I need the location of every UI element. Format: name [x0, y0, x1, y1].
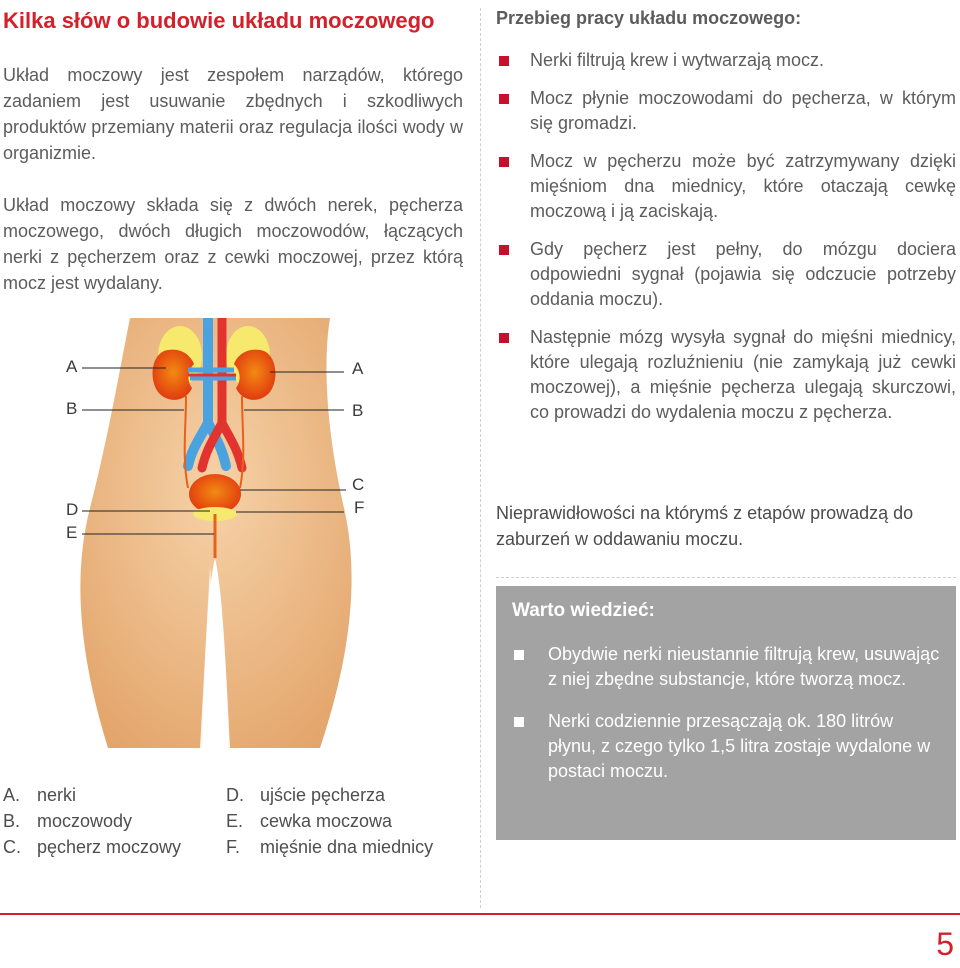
- info-box-item: Nerki codziennie przesączają ok. 180 litrów płynu, z czego tylko 1,5 litra zostaje wydalone w postaci moczu.: [512, 709, 942, 784]
- process-list: [496, 48, 956, 438]
- list-item: Mocz płynie moczowodami do pęcherza, w którym się gromadzi.: [496, 86, 956, 136]
- diagram-label-d-left: D: [66, 500, 79, 519]
- kidney-left: [153, 350, 194, 400]
- legend-left: [3, 782, 181, 860]
- diagram-label-b-right: B: [352, 401, 364, 420]
- legend-item: E. cewka moczowa: [226, 811, 393, 831]
- bullet-square-icon: [499, 333, 509, 343]
- legend-item: B. moczowody: [3, 811, 133, 831]
- legend-item: C. pęcherz moczowy: [3, 837, 182, 857]
- legend-item: D. ujście pęcherza: [226, 785, 386, 805]
- structure-paragraph: Układ moczowy składa się z dwóch nerek, pęcherza moczowego, dwóch długich moczowodów, łączących nerki z pęcherzem oraz z cewki moczowej, przez którą mocz jest wydalany.: [3, 195, 463, 293]
- bullet-square-icon: [499, 157, 509, 167]
- info-box-title: Warto wiedzieć:: [512, 600, 655, 621]
- diagram-label-f-right: F: [354, 498, 365, 517]
- intro-paragraph: Układ moczowy jest zespołem narządów, którego zadaniem jest usuwanie zbędnych i szkodliwych produktów przemiany materii oraz regulacja ilości wody w organizmie.: [3, 65, 463, 163]
- column-divider: [480, 8, 481, 908]
- bullet-square-icon: [499, 94, 509, 104]
- diagram-label-c-right: C: [352, 475, 365, 494]
- bullet-square-icon: [499, 245, 509, 255]
- urinary-system-illustration: [60, 318, 460, 748]
- page-title: Kilka słów o budowie układu moczowego: [3, 8, 435, 33]
- info-box: [496, 586, 956, 840]
- footer-rule: [0, 913, 960, 915]
- section-divider: [496, 577, 956, 578]
- diagram-label-a-left: A: [66, 357, 78, 376]
- summary-paragraph: Nieprawidłowości na którymś z etapów prowadzą do zaburzeń w oddawaniu moczu.: [496, 503, 914, 549]
- kidney-right: [234, 350, 275, 400]
- legend-item: A. nerki: [3, 785, 77, 805]
- legend-right: [226, 782, 433, 860]
- page-number: 5: [936, 926, 954, 962]
- process-heading: Przebieg pracy układu moczowego:: [496, 8, 802, 28]
- bullet-square-icon: [514, 717, 524, 727]
- list-item: Następnie mózg wysyła sygnał do mięśni miednicy, które ulegają rozluźnieniu (nie zamykają już cewki moczowej), a mięśnie pęcherza ulegają skurczowi, co prowadzi do wydalenia moczu z pęcherza.: [496, 325, 956, 425]
- list-item: Gdy pęcherz jest pełny, do mózgu dociera odpowiedni sygnał (pojawia się odczucie potrzeby oddania moczu).: [496, 237, 956, 312]
- list-item: Nerki filtrują krew i wytwarzają mocz.: [496, 48, 956, 73]
- list-item: Mocz w pęcherzu może być zatrzymywany dzięki mięśniom dna miednicy, które otaczają cewkę moczową i ją zaciskają.: [496, 149, 956, 224]
- bullet-square-icon: [499, 56, 509, 66]
- legend-item: F. mięśnie dna miednicy: [226, 837, 434, 857]
- diagram-label-e-left: E: [66, 523, 78, 542]
- diagram-label-a-right: A: [352, 359, 364, 378]
- diagram-label-b-left: B: [66, 399, 78, 418]
- bullet-square-icon: [514, 650, 524, 660]
- info-box-item: Obydwie nerki nieustannie filtrują krew, usuwając z niej zbędne substancje, które tworzą mocz.: [512, 642, 942, 692]
